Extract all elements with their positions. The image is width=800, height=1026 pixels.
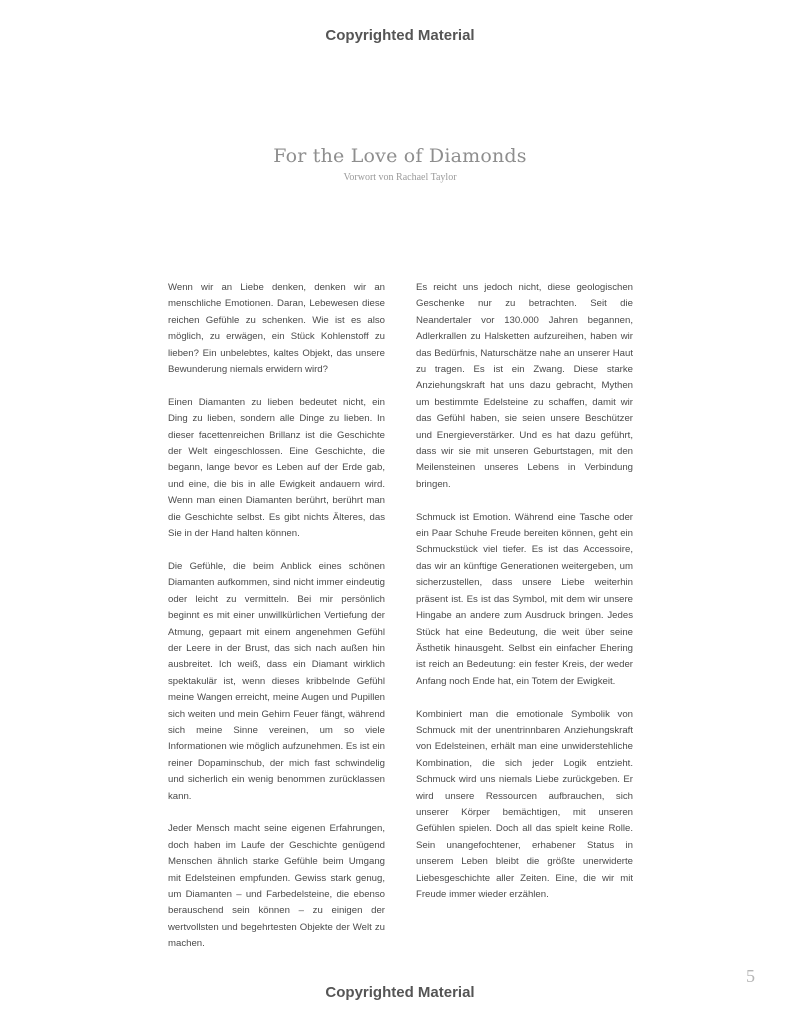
copyright-notice-bottom: Copyrighted Material [325, 984, 475, 1001]
paragraph: Die Gefühle, die beim Anblick eines schönen Diamanten aufkommen, sind nicht immer eindeutig oder leicht zu vermitteln. Bei mir persönlich beginnt es mit einer unwillkürlichen Vertiefung der Atmung, gepaart mit einem angenehmen Gefühl der Leere in der Brust, das sich nach außen hin ausbreitet. Ich weiß, dass ein Diamant wirklich spektakulär ist, wenn dieses kribbelnde Gefühl meine Wangen erreicht, meine Augen und Pupillen sich weiten und mein Gehirn Feuer fängt, während sich meine Sinne vereinen, um so viele Informationen wie möglich aufzunehmen. Es ist ein reiner Dopaminschub, der mich fast schwindelig und sicherlich ein wenig benommen zurücklassen kann. [168, 560, 385, 802]
copyright-notice-top: Copyrighted Material [325, 27, 475, 44]
paragraph: Kombiniert man die emotionale Symbolik von Schmuck mit der unentrinnbaren Anziehungskraft von Edelsteinen, erhält man eine unwiderstehliche Kombination, die sich jeder Logik entzieht. Schmuck wird uns niemals Liebe zurückgeben. Er wird unsere Ressourcen aufbrauchen, sich unserer Körper bemächtigen, mit unseren Gefühlen spielen. Doch all das spielt keine Rolle. Sein unangefochtener, erhabener Status in unserem Leben bleibt die größte unerwiderte Liebesgeschichte aller Zeiten. Eine, die wir mit Freude immer wieder erzählen. [416, 708, 633, 900]
text-column-left [168, 280, 385, 969]
chapter-title: For the Love of Diamonds [273, 145, 527, 167]
paragraph: Wenn wir an Liebe denken, denken wir an menschliche Emotionen. Daran, Lebewesen diese reichen Gefühle zu schenken. Wie ist es also möglich, zu erwägen, ein Stück Kohlenstoff zu lieben? Ein unbelebtes, kaltes Objekt, das unsere Bewunderung niemals erwidern wird? [168, 282, 385, 376]
paragraph: Jeder Mensch macht seine eigenen Erfahrungen, doch haben im Laufe der Geschichte genügend Menschen ähnlich starke Gefühle beim Umgang mit Edelsteinen empfunden. Gewiss stark genug, um Diamanten – und Farbedelsteine, die ebenso berauschend sein können – zu einigen der wertvollsten und begehrtesten Objekte der Welt zu machen. [168, 823, 385, 950]
page-number: 5 [746, 966, 755, 986]
paragraph: Schmuck ist Emotion. Während eine Tasche oder ein Paar Schuhe Freude bereiten können, geht ein Schmuckstück viel tiefer. Es ist das Accessoire, das wir an künftige Generationen weitergeben, um sicherzustellen, dass unsere Liebe weiterhin präsent ist. Es ist das Symbol, mit dem wir unsere Hingabe an andere zum Ausdruck bringen. Jedes Stück hat eine Bedeutung, die weit über seine Ästhetik hinausgeht. Selbst ein einfacher Ehering ist reich an Bedeutung: ein fester Kreis, der weder Anfang noch Ende hat, ein Totem der Ewigkeit. [416, 511, 633, 687]
chapter-subtitle: Vorwort von Rachael Taylor [343, 172, 457, 183]
paragraph: Es reicht uns jedoch nicht, diese geologischen Geschenke nur zu betrachten. Seit die Neandertaler vor 130.000 Jahren begannen, Adlerkrallen zu Halsketten aufzureihen, haben wir das Bedürfnis, Naturschätze nahe an unserer Haut zu tragen. Es ist ein Zwang. Diese starke Anziehungskraft hat uns dazu gebracht, Mythen um bestimmte Edelsteine zu schaffen, damit wir das Gefühl haben, sie seien unsere Beschützer und Energieverstärker. Und es hat dazu geführt, dass wir sie mit unseren Geburtstagen, mit den Meilensteinen unseres Lebens in Verbindung bringen. [416, 282, 633, 490]
paragraph: Einen Diamanten zu lieben bedeutet nicht, ein Ding zu lieben, sondern alle Dinge zu lieben. In dieser facettenreichen Brillanz ist die Geschichte der Welt eingeschlossen. Eine Geschichte, die begann, lange bevor es Leben auf der Erde gab, und eine, die bis in alle Ewigkeit andauern wird. Wenn man einen Diamanten berührt, berührt man die Geschichte selbst. Es gibt nichts Älteres, das Sie in der Hand halten können. [168, 396, 385, 540]
text-column-right [416, 280, 633, 920]
